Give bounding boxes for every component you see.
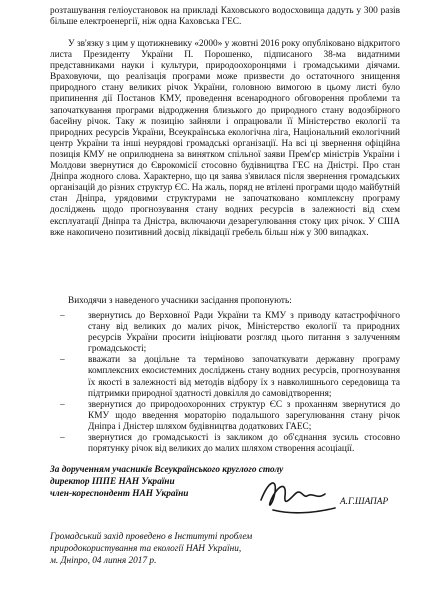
paragraph-open-letter: У зв'язку з цим у щотижневику «2000» у жовтні 2016 року опубліковано відкритого листа Президенту України П. Порошенко, підписаного 38-ма видатними представниками науки і культури, природоохоронцями і громадськими діячами. Враховуючи, що реалізація програми може призвести до остаточного знищення природного стану великих річок України, головною вимогою в цьому листі було припинення дії Постанов КМУ, проведення всенародного обговорення проблеми та започаткування програми відродження близького до природного стану водозбірного басейну річок. Таку ж позицію зайняли і опрацювали її Міністерство екології та природних ресурсів України, Всеукраїнська екологічна ліга, Національний екологічний центр України та інші неурядові громадські організації. На всі ці звернення офіційна позиція КМУ не оприлюднена за винятком спільної заяви Прем'єр міністрів України і Молдови звернутися до Єврокомісії стосовно будівництва ГЕС на Дністрі. Про стан Дніпра жодного слова. Характерно, що ця заява з'явилася після звернення громадських організацій до різних структур ЄС. На жаль, поряд не втілені програми щодо майбутній стан Дніпра, урядовими структурами не започатковано комплексну програму досліджень щодо прогнозування стану водних ресурсів в залежності від схем експлуатації Дніпра та Дністра, включаючи дезарегулювання стоку цих річок. У США вже накопичено позитивний досвід ліквідації гребель більш ніж у 300 випадках.: [50, 39, 400, 238]
signature-line-1: За дорученням учасників Всеукраїнського круглого столу: [50, 465, 284, 475]
dash-marker: –: [60, 311, 65, 321]
list-item-text: вважати за доцільне та терміново започаткувати державну програму комплексних екосистемних досліджень стану водних ресурсів, прогнозування їх якості в залежності від методів відбору їх з навколишнього середовища та підтримки природної здатності довкілля до самовідтворення;: [88, 355, 400, 399]
list-item: [50, 355, 400, 399]
list-item: [50, 311, 400, 355]
venue-note-line-3: м. Дніпро, 04 липня 2017 р.: [50, 556, 157, 566]
paragraph-proposals-lead: Виходячи з наведеного учасники засідання пропонують:: [68, 296, 292, 306]
proposals-list: [50, 311, 400, 455]
venue-note-line-2: природокористування та екології НАН України,: [50, 544, 242, 554]
signature-line-2: директор ІППЕ НАН України: [50, 477, 175, 487]
dash-marker: –: [60, 355, 65, 366]
list-item: [50, 400, 400, 433]
list-item: [50, 433, 400, 455]
list-item-text: звернутися до природоохоронних структур ЄС з проханням звернутися до КМУ щодо введення мораторію подальшого зарегулювання стану річок Дніпра і Дністер шляхом будівництва додаткових ГАЕС;: [88, 399, 400, 432]
list-item-text: звернутися до громадськості із закликом до об'єднання зусиль стосовно порятунку річок від великих до малих шляхом створення асоціації.: [88, 433, 400, 455]
handwritten-signature: [255, 470, 337, 520]
signatory-name: А.Г.ШАПАР: [340, 497, 389, 507]
venue-note-line-1: Громадський захід проведено в Інституті проблем: [50, 532, 253, 542]
dash-marker: –: [60, 433, 65, 444]
paragraph-intro: розташування геліоустановок на прикладі Каховського водосховища дадуть у 300 разів більше електроенергії, ніж одна Каховська ГЕС.: [50, 6, 400, 28]
list-item-text: звернутись до Верховної Ради України та КМУ з приводу катастрофічного стану від великих до малих річок, Міністерство екології та природних ресурсів України просити ініціювати розгляд цього питання з залученням громадськості;: [88, 311, 400, 355]
dash-marker: –: [60, 399, 65, 410]
signature-line-3: член-кореспондент НАН України: [50, 489, 189, 499]
